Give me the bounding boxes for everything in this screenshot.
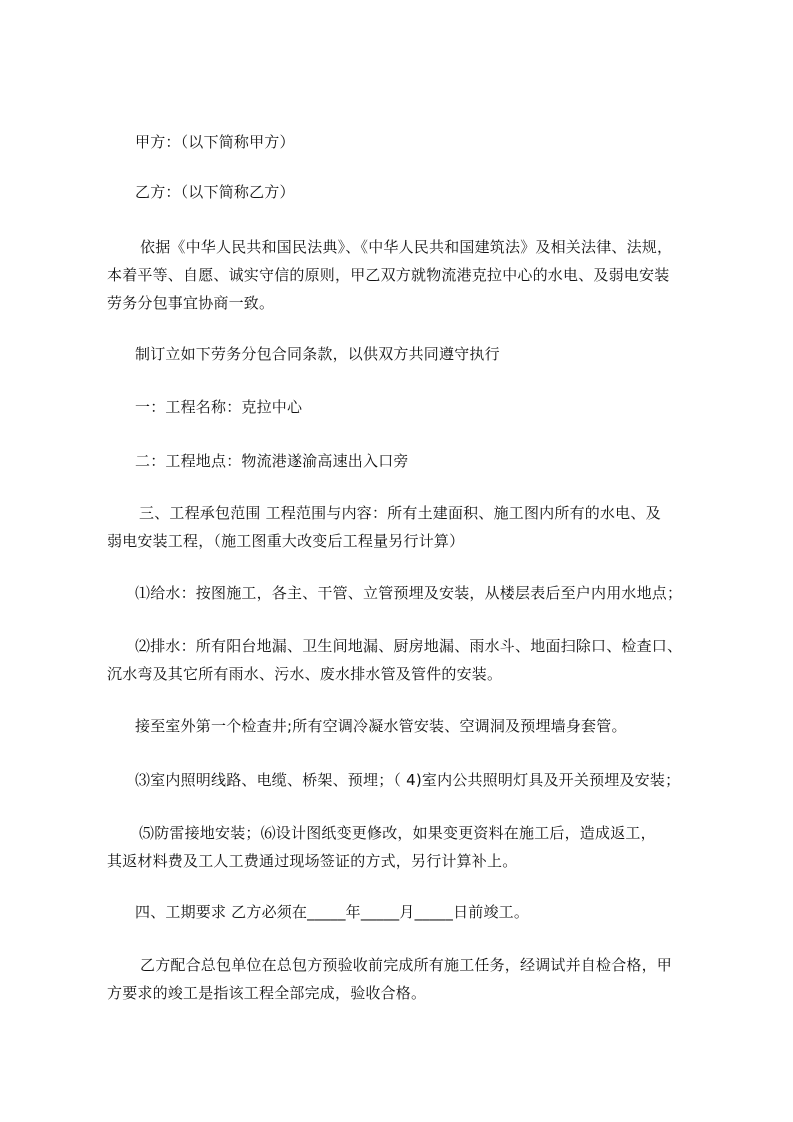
lightning-protection-line-1: ⑸防雷接地安装；⑹设计图纸变更修改，如果变更资料在施工后，造成返工， bbox=[139, 824, 656, 842]
preamble-line-1: 依据《中华人民共和国民法典》、《中华人民共和国建筑法》及相关法律、法规， bbox=[140, 238, 673, 256]
water-supply-line: ⑴给水：按图施工，各主、干管、立管预埋及安装，从楼层表后至户内用水地点； bbox=[135, 584, 683, 602]
preamble-line-2: 本着平等、自愿、诚实守信的原则，甲乙双方就物流港克拉中心的水电、及弱电安装 bbox=[107, 266, 670, 284]
intro-line: 制订立如下劳务分包合同条款，以供双方共同遵守执行 bbox=[135, 345, 500, 363]
party-a-line: 甲方：（以下简称甲方） bbox=[135, 133, 295, 151]
project-name-line: 一：工程名称：克拉中心 bbox=[135, 398, 303, 416]
party-b-line: 乙方：（以下简称乙方） bbox=[135, 183, 295, 201]
scope-line-1: 三、工程承包范围 工程范围与内容：所有土建面积、施工图内所有的水电、及 bbox=[139, 504, 661, 522]
completion-line-2: 方要求的竣工是指该工程全部完成，验收合格。 bbox=[107, 984, 427, 1002]
drainage-line-1: ⑵排水：所有阳台地漏、卫生间地漏、厨房地漏、雨水斗、地面扫除口、检查口、 bbox=[135, 637, 683, 655]
schedule-line: 四、工期要求 乙方必须在_____年_____月_____日前竣工。 bbox=[135, 903, 530, 921]
lightning-protection-line-2: 其返材料费及工人工费通过现场签证的方式，另行计算补上。 bbox=[107, 852, 518, 870]
drainage-continuation-line: 接至室外第一个检查井;所有空调冷凝水管安装、空调洞及预埋墙身套管。 bbox=[135, 717, 627, 735]
lighting-line: ⑶室内照明线路、电缆、桥架、预埋；（ 4)室内公共照明灯具及开关预埋及安装； bbox=[135, 771, 681, 789]
project-location-line: 二：工程地点：物流港遂渝高速出入口旁 bbox=[135, 452, 409, 470]
completion-line-1: 乙方配合总包单位在总包方预验收前完成所有施工任务，经调试并自检合格，甲 bbox=[140, 956, 673, 974]
preamble-line-3: 劳务分包事宜协商一致。 bbox=[107, 294, 275, 312]
scope-line-2: 弱电安装工程，（施工图重大改变后工程量另行计算） bbox=[107, 532, 465, 550]
drainage-line-2: 沉水弯及其它所有雨水、污水、废水排水管及管件的安装。 bbox=[107, 665, 503, 683]
